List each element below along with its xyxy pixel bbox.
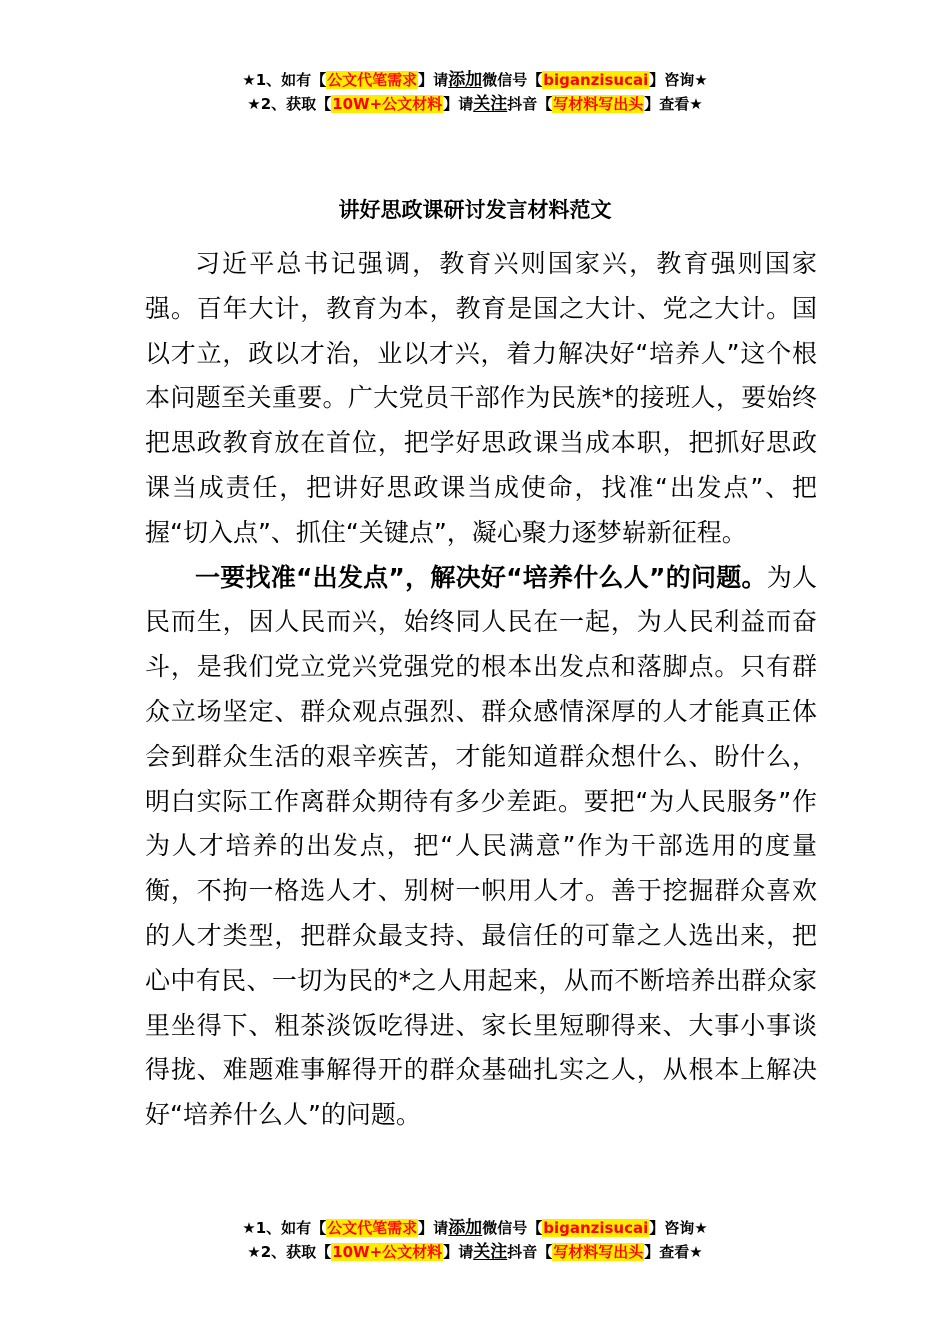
bottom-ad-banner	[0, 1216, 950, 1264]
douyin-account: 写材料写出头	[553, 95, 644, 113]
paragraph-1: 习近平总书记强调，教育兴则国家兴，教育强则国家强。百年大计，教育为本，教育是国之大计、党之大计。国以才立，政以才治，业以才兴，着力解决好“培养人”这个根本问题至关重要。广大党员干部作为民族*的接班人，要始终把思政教育放在首位，把学好思政课当成本职，把抓好思政课当成责任，把讲好思政课当成使命，找准“出发点”、把握“切入点”、抓住“关键点”，凝心聚力逐梦崭新征程。	[145, 249, 817, 547]
banner-text: 】查看★	[644, 95, 703, 113]
banner-line-1	[0, 68, 950, 92]
banner-text: 微信号【	[482, 1219, 543, 1237]
document-body	[145, 242, 817, 1138]
banner-text: ★1、如有【	[242, 71, 327, 89]
banner-text: ★2、获取【	[247, 1243, 332, 1261]
highlight-text: 10W+公文材料	[332, 95, 443, 113]
underlined-text: 关注	[473, 1242, 508, 1262]
underlined-text: 添加	[448, 70, 483, 90]
banner-text: 抖音【	[507, 95, 553, 113]
banner-text: 】咨询★	[649, 1219, 708, 1237]
banner-text: 微信号【	[482, 71, 543, 89]
document-title: 讲好思政课研讨发言材料范文	[338, 198, 612, 222]
underlined-text: 添加	[448, 1218, 483, 1238]
banner-line-2	[0, 1240, 950, 1264]
douyin-account: 写材料写出头	[553, 1243, 644, 1261]
banner-text: ★2、获取【	[247, 95, 332, 113]
paragraph-2-lead: 一要找准“出发点”，解决好“培养什么人”的问题。	[195, 562, 767, 592]
wechat-id: biganzisucai	[543, 1219, 649, 1237]
banner-text: ★1、如有【	[242, 1219, 327, 1237]
banner-text: 】请	[418, 1219, 449, 1237]
highlight-text: 公文代笔需求	[327, 1219, 418, 1237]
banner-text: 】请	[443, 1243, 474, 1261]
banner-text: 抖音【	[507, 1243, 553, 1261]
banner-line-2	[0, 92, 950, 116]
paragraph-2	[145, 556, 817, 1138]
top-ad-banner	[0, 68, 950, 116]
wechat-id: biganzisucai	[543, 71, 649, 89]
paragraph-2-body: 为人民而生，因人民而兴，始终同人民在一起，为人民利益而奋斗，是我们党立党兴党强党的根本出发点和落脚点。只有群众立场坚定、群众观点强烈、群众感情深厚的人才能真正体会到群众生活的艰辛疾苦，才能知道群众想什么、盼什么，明白实际工作离群众期待有多少差距。要把“为人民服务”作为人才培养的出发点，把“人民满意”作为干部选用的度量衡，不拘一格选人才、别树一帜用人才。善于挖掘群众喜欢的人才类型，把群众最支持、最信任的可靠之人选出来，把心中有民、一切为民的*之人用起来，从而不断培养出群众家里坐得下、粗茶淡饭吃得进、家长里短聊得来、大事小事谈得拢、难题难事解得开的群众基础扎实之人，从根本上解决好“培养什么人”的问题。	[145, 562, 817, 1130]
highlight-text: 公文代笔需求	[327, 71, 418, 89]
highlight-text: 10W+公文材料	[332, 1243, 443, 1261]
banner-text: 】请	[443, 95, 474, 113]
banner-text: 】请	[418, 71, 449, 89]
underlined-text: 关注	[473, 94, 508, 114]
banner-text: 】咨询★	[649, 71, 708, 89]
banner-text: 】查看★	[644, 1243, 703, 1261]
banner-line-1	[0, 1216, 950, 1240]
